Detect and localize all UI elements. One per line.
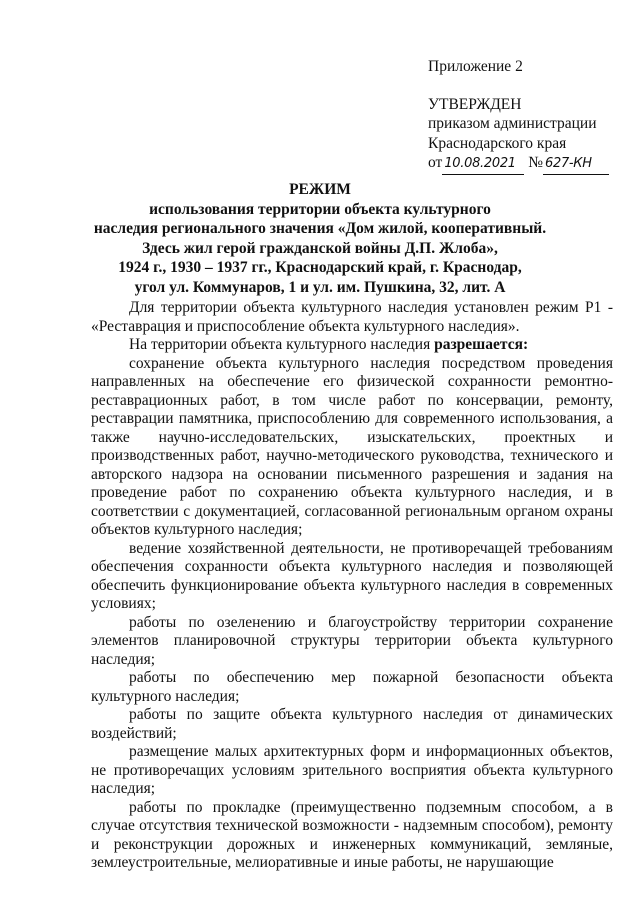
title-line-4: 1924 г., 1930 – 1937 гг., Краснодарский край, г. Краснодар,	[118, 259, 522, 276]
paragraph-economic-activity: ведение хозяйственной деятельности, не противоречащей требованиям обеспечения сохранности объекта культурного наследия и позволяющей обеспечить функционирование объекта культурного наследия в современных условиях;	[91, 539, 613, 612]
handwritten-number: 627-КН	[543, 154, 609, 175]
title-line-2: наследия регионального значения «Дом жилой, кооперативный.	[93, 220, 547, 237]
document-body	[91, 299, 613, 873]
title-line-1: использования территории объекта культурного	[149, 200, 491, 218]
paragraph-landscaping: работы по озеленению и благоустройству территории сохранение элементов планировочной структуры территории объекта культурного наследия;	[91, 613, 613, 668]
approval-block	[428, 57, 633, 175]
paragraph-fire-safety: работы по обеспечению мер пожарной безопасности объекта культурного наследия;	[91, 669, 613, 705]
paragraph-dynamic-protection: работы по защите объекта культурного наследия от динамических воздействий;	[91, 706, 613, 742]
title-line-5: угол ул. Коммунаров, 1 и ул. им. Пушкина, 32, лит. А	[134, 278, 506, 296]
permitted-keyword: разрешается:	[434, 336, 529, 353]
region-label: Краснодарского края	[428, 134, 567, 152]
paragraph-communications: работы по прокладке (преимущественно подземным способом, а в случае отсутствия технической возможности - надземным способом), ремонту и реконструкции дорожных и инженерных коммуникаций, земляные, землеустроительные, мелиоративные и иные работы, не нарушающие	[91, 798, 613, 871]
order-label: приказом администрации	[428, 115, 597, 132]
appendix-label: Приложение 2	[428, 58, 523, 75]
approved-label: УТВЕРЖДЕН	[428, 95, 522, 113]
date-number-row	[428, 153, 633, 175]
paragraph-preservation: сохранение объекта культурного наследия посредством проведения направленных на обеспечение его физической сохранности ремонтно-реставрационных работ, в том числе работ по консервации, ремонту, реставрации памятника, приспособлению для современного использования, а также научно-исследовательских, изыскательских, проектных и производственных работ, научно-методического руководства, технического и авторского надзора на основании письменного разрешения и задания на проведение работ по сохранению объекта культурного наследия, и в соответствии с документацией, согласованной региональным органом охраны объектов культурного наследия;	[91, 354, 613, 538]
document-title	[60, 180, 580, 297]
paragraph-permitted-intro	[91, 336, 613, 355]
title-line-3: Здесь жил герой гражданской войны Д.П. Жлоба»,	[142, 239, 498, 257]
permitted-intro-text: На территории объекта культурного наследия	[129, 336, 435, 353]
number-prefix: №	[528, 154, 543, 171]
paragraph-regime: Для территории объекта культурного наследия установлен режим Р1 - «Реставрация и приспособление объекта культурного наследия».	[91, 299, 613, 335]
title-heading: РЕЖИМ	[289, 181, 351, 198]
date-prefix: от	[428, 154, 443, 171]
handwritten-date: 10.08.2021	[442, 154, 524, 175]
paragraph-small-forms: размещение малых архитектурных форм и информационных объектов, не противоречащих условиям зрительного восприятия объекта культурного наследия;	[91, 743, 613, 797]
